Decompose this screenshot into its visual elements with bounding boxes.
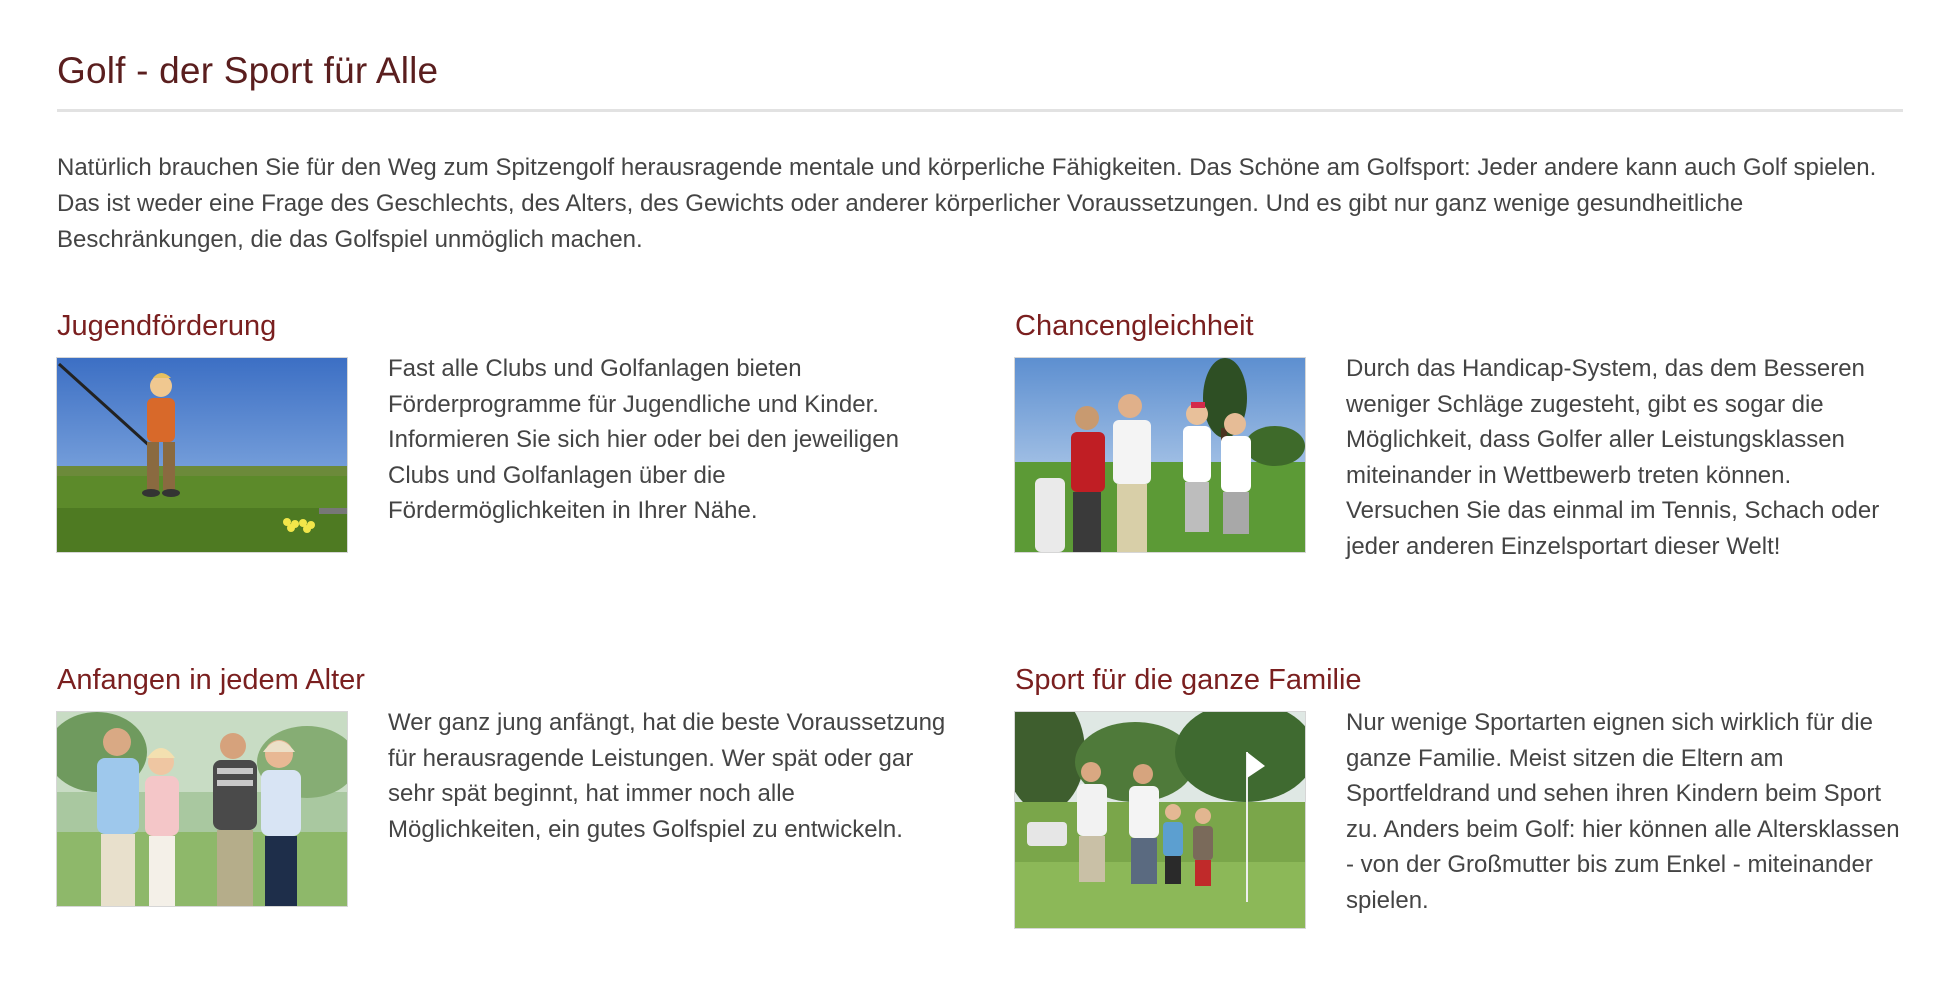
intro-paragraph: Natürlich brauchen Sie für den Weg zum Spitzengolf herausragende mentale und körperliche Fähigkeiten. Das Schöne am Golfsport: Jeder andere kann auch Golf spielen. Das ist weder eine Frage des Geschlechts, des Alters, des Gewichts oder anderer körperlicher Voraussetzungen. Und es gibt nur ganz wenige gesundheitliche Beschränkungen, die das Golfspiel unmöglich machen. — [57, 154, 1877, 253]
section-title[interactable]: Jugendförderung — [57, 310, 277, 342]
senior-golfers-photo[interactable] — [57, 712, 347, 906]
section-text: Fast alle Clubs und Golfanlagen bieten Förderprogramme für Jugendliche und Kinder. Informieren Sie sich hier oder bei den jeweiligen Clubs und Golfanlagen über die Fördermöglichkeiten in Ihrer Nähe. — [388, 355, 899, 524]
section-text: Nur wenige Sportarten eignen sich wirklich für die ganze Familie. Meist sitzen die Eltern am Sportfeldrand und sehen ihren Kindern beim Sport zu. Anders beim Golf: hier können alle Altersklassen - von der Großmutter bis zum Enkel - miteinander spielen. — [1346, 709, 1900, 914]
section-title[interactable]: Chancengleichheit — [1015, 310, 1254, 342]
section-text: Wer ganz jung anfängt, hat die beste Voraussetzung für herausragende Leistungen. Wer spät oder gar sehr spät beginnt, hat immer noch alle Möglichkeiten, ein gutes Golfspiel zu entwickeln. — [388, 709, 946, 843]
section-text: Durch das Handicap-System, das dem Besseren weniger Schläge zugesteht, gibt es sogar die Möglichkeit, dass Golfer aller Leistungsklassen miteinander in Wettbewerb treten können. Versuchen Sie das einmal im Tennis, Schach oder jeder anderen Einzelsportart dieser Welt! — [1346, 355, 1880, 560]
golfers-group-photo[interactable] — [1015, 358, 1305, 552]
junior-golfer-photo[interactable] — [57, 358, 347, 552]
family-golf-photo[interactable] — [1015, 712, 1305, 928]
section-title[interactable]: Anfangen in jedem Alter — [57, 664, 365, 696]
page-title: Golf - der Sport für Alle — [57, 50, 439, 91]
section-title[interactable]: Sport für die ganze Familie — [1015, 664, 1362, 696]
title-divider — [57, 109, 1903, 112]
